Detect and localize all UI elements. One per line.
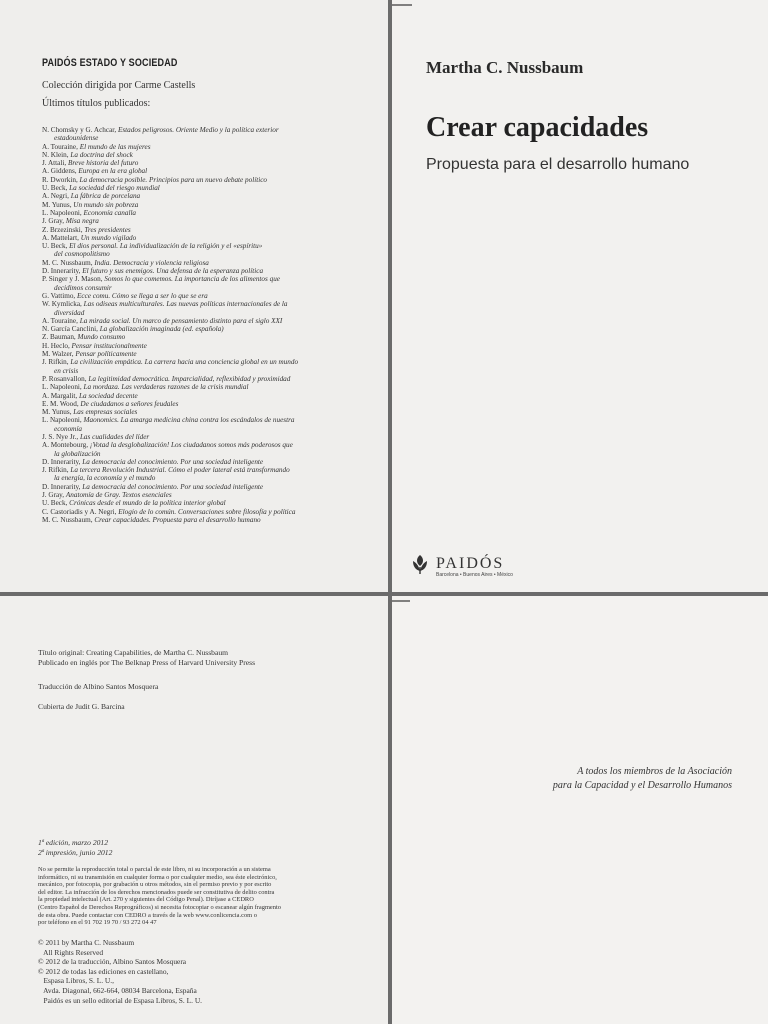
title-name: Anatomía de Gray. Textos esenciales: [65, 491, 172, 500]
title-name: La doctrina del shock: [70, 150, 133, 159]
title-name: Somos lo que comemos. La importancia de los alimentos que: [104, 275, 280, 284]
title-entry: [42, 226, 372, 234]
dedication: [402, 765, 732, 793]
title-entry: [42, 441, 372, 449]
title-name: Tres presidentes: [84, 225, 131, 234]
title-author: R. Dworkin,: [42, 175, 80, 184]
book-subtitle: Propuesta para el desarrollo humano: [426, 156, 690, 173]
title-name: Economía canalla: [83, 208, 137, 217]
title-author: M. Yunus,: [42, 200, 74, 209]
title-name: El dios personal. La individualización de la religión y el «espíritu»: [69, 242, 263, 251]
title-entry: [42, 217, 372, 225]
book-title: Crear capacidades: [426, 112, 649, 143]
title-author: E. M. Wood,: [42, 399, 81, 408]
title-entry: [42, 126, 372, 134]
title-name: Las empresas sociales: [73, 408, 138, 417]
title-name: Crónicas desde el mundo de la política interior global: [69, 499, 226, 508]
title-author: U. Beck,: [42, 242, 70, 251]
cover-credit: Cubierta de Judit G. Barcina: [38, 702, 125, 711]
title-entry: [42, 300, 372, 308]
title-entry: [42, 275, 372, 283]
original-title: Título original: Creating Capabilities, de Martha C. Nussbaum: [38, 648, 229, 657]
title-entry: [42, 383, 372, 391]
title-name: Maonomics. La amarga medicina china contra los escándalos de nuestra: [83, 416, 295, 425]
title-name: India. Democracia y violencia religiosa: [94, 258, 209, 267]
title-entry: [42, 176, 372, 184]
title-name: La democracia del conocimiento. Por una sociedad inteligente: [82, 457, 264, 466]
series-name: PAIDÓS ESTADO Y SOCIEDAD: [42, 57, 178, 69]
title-name: ¡Votad la desglobalización! Los ciudadanos somos más poderosos que: [89, 441, 293, 450]
title-author: M. C. Nussbaum,: [42, 515, 95, 524]
dedication-line-1: A todos los miembros de la Asociación: [577, 766, 732, 777]
title-entry: [42, 416, 372, 424]
title-name: La democracia posible. Principios para un nuevo debate político: [79, 175, 267, 184]
title-entry: [42, 433, 372, 441]
title-name: Crear capacidades. Propuesta para el desarrollo humano: [94, 515, 261, 524]
copyright-line: © 2012 de la traducción, Albino Santos Mosquera: [38, 957, 187, 967]
scan-mark: [392, 4, 412, 6]
title-entry: [42, 143, 372, 151]
legal-line: informático, ni su transmisión en cualquier forma o por cualquier medio, sea éste electrónico,: [38, 873, 277, 881]
title-author: Z. Bauman,: [42, 333, 78, 342]
copyright-line: All Rights Reserved: [38, 947, 104, 957]
title-entry: [42, 400, 372, 408]
title-author: A. Touraine,: [42, 316, 80, 325]
legal-line: por teléfono en el 91 702 19 70 / 93 272 04 47: [38, 919, 157, 927]
title-name: La mordaza. Las verdaderas razones de la crisis mundial: [83, 383, 249, 392]
title-author: N. Chomsky y G. Achcar,: [42, 126, 118, 134]
title-entry: [42, 242, 372, 250]
title-author: M. Yunus,: [42, 408, 74, 417]
title-name: Las cualidades del líder: [79, 432, 150, 441]
title-continuation: diversidad: [54, 308, 85, 317]
dedication-page: [392, 596, 768, 1024]
title-continuation: economía: [54, 424, 82, 433]
title-entry: [42, 466, 372, 474]
title-name: Las odiseas multiculturales. Las nuevas políticas internacionales de la: [83, 300, 288, 309]
title-entry: [42, 408, 372, 416]
title-author: A. Negri,: [42, 192, 71, 201]
title-author: L. Napoleoni,: [42, 416, 84, 425]
title-entry: [42, 317, 372, 325]
title-author: J. Rifkin,: [42, 466, 71, 475]
title-entry: [42, 167, 372, 175]
title-name: El futuro y sus enemigos. Una defensa de la esperanza política: [82, 267, 264, 276]
title-name: Mundo consumo: [77, 333, 126, 342]
title-author: W. Kymlicka,: [42, 300, 84, 309]
title-continuation: la globalización: [54, 449, 101, 458]
title-author: D. Innerarity,: [42, 482, 83, 491]
title-author: C. Castoriadis y A. Negri,: [42, 507, 119, 516]
title-entry: [42, 516, 372, 524]
title-name: La sociedad decente: [79, 391, 138, 400]
title-entry: [42, 375, 372, 383]
title-author: N. Klein,: [42, 150, 71, 159]
title-name: La tercera Revolución Industrial. Cómo el poder lateral está transformando: [70, 466, 290, 475]
title-name: La civilización empática. La carrera hacia una conciencia global en un mundo: [70, 358, 299, 367]
series-director: Colección dirigida por Carme Castells: [42, 80, 196, 91]
title-entry: [42, 342, 372, 350]
title-name: Pensar políticamente: [75, 350, 137, 359]
title-entry: [42, 209, 372, 217]
title-continuation: en crisis: [54, 366, 79, 375]
book-author: Martha C. Nussbaum: [426, 58, 584, 77]
title-name: La legitimidad democrática. Imparcialidad, reflexibidad y proximidad: [88, 374, 291, 383]
title-entry: [42, 259, 372, 267]
legal-line: No se permite la reproducción total o parcial de este libro, ni su incorporación a un sistema: [38, 866, 271, 873]
title-continuation: estadounidense: [54, 134, 99, 143]
title-page: [392, 0, 768, 592]
title-entry: [42, 508, 372, 516]
publisher-cities: Barcelona • Buenos Aires • México: [436, 572, 513, 578]
series-page: [0, 0, 388, 592]
title-author: L. Napoleoni,: [42, 383, 84, 392]
title-author: U. Beck,: [42, 184, 70, 193]
title-author: J. S. Nye Jr.,: [42, 432, 80, 441]
title-name: Pensar institucionalmente: [71, 341, 147, 350]
title-name: La mirada social. Un marco de pensamiento distinto para el siglo XXI: [79, 316, 283, 325]
title-author: M. C. Nussbaum,: [42, 258, 95, 267]
title-author: U. Beck,: [42, 499, 70, 508]
title-author: P. Singer y J. Mason,: [42, 275, 105, 284]
legal-line: de esta obra. Puede contactar con CEDRO a través de la web www.conlicencia.com o: [38, 911, 257, 919]
title-name: Estados peligrosos. Oriente Medio y la política exterior: [117, 126, 279, 134]
title-entry: [42, 491, 372, 499]
title-name: De ciudadanos a señores feudales: [80, 399, 179, 408]
legal-line: (Centro Español de Derechos Reprográficos) si necesita fotocopiar o escanear algún fragmento: [38, 903, 281, 911]
copyright-block: [38, 938, 368, 1005]
title-author: A. Touraine,: [42, 142, 80, 151]
legal-line: la propiedad intelectual (Art. 270 y siguientes del Código Penal). Diríjase a CEDRO: [38, 896, 254, 904]
title-name: La democracia del conocimiento. Por una sociedad inteligente: [82, 482, 264, 491]
title-author: A. Giddens,: [42, 167, 79, 176]
title-entry: [42, 358, 372, 366]
title-author: A. Mattelart,: [42, 233, 81, 242]
title-name: Un mundo sin pobreza: [73, 200, 139, 209]
title-name: Un mundo vigilado: [80, 233, 137, 242]
title-entry: [42, 350, 372, 358]
title-name: Ecce comu. Cómo se llega a ser lo que se era: [77, 291, 208, 300]
title-entry: [42, 333, 372, 341]
published-by: Publicado en inglés por The Belknap Press of Harvard University Press: [38, 658, 256, 667]
edition-first: 1ª edición, marzo 2012: [38, 838, 109, 847]
title-author: J. Attali,: [42, 159, 68, 168]
title-entry: [42, 184, 372, 192]
credits-page: [0, 596, 388, 1024]
title-name: El mundo de las mujeres: [79, 142, 151, 151]
title-entry: [42, 483, 372, 491]
edition-second: 2ª impresión, junio 2012: [38, 848, 113, 857]
title-author: J. Rifkin,: [42, 358, 71, 367]
title-continuation: la energía, la economía y el mundo: [54, 474, 156, 483]
copyright-line: © 2012 de todas las ediciones en castellano,: [38, 966, 169, 976]
title-name: Misa negra: [65, 217, 99, 226]
publisher-name: PAIDÓS: [436, 555, 505, 572]
copyright-line: © 2011 by Martha C. Nussbaum: [38, 938, 135, 947]
title-author: D. Innerarity,: [42, 457, 83, 466]
legal-line: del editor. La infracción de los derechos mencionados puede ser constitutiva de delito contra: [38, 888, 275, 896]
title-author: P. Rosanvallon,: [42, 374, 89, 383]
title-name: Breve historia del futuro: [67, 159, 139, 168]
title-continuation: del cosmopolitismo: [54, 250, 110, 259]
title-entry: [42, 159, 372, 167]
copyright-line: Paidós es un sello editorial de Espasa Libros, S. L. U.: [38, 995, 203, 1005]
title-author: H. Heclo,: [42, 341, 72, 350]
title-entry: [42, 201, 372, 209]
dedication-line-2: para la Capacidad y el Desarrollo Humanos: [552, 780, 732, 791]
title-author: J. Gray,: [42, 491, 66, 500]
title-entry: [42, 392, 372, 400]
paidos-mark-icon: [410, 553, 430, 575]
title-author: Z. Brzezinski,: [42, 225, 85, 234]
title-author: G. Vattimo,: [42, 291, 78, 300]
title-entry: [42, 234, 372, 242]
title-author: J. Gray,: [42, 217, 66, 226]
title-name: La fábrica de porcelana: [70, 192, 141, 201]
title-entry: [42, 192, 372, 200]
title-entry: [42, 499, 372, 507]
legal-line: mecánico, por fotocopia, por grabación u otros métodos, sin el permiso previo y por escrito: [38, 881, 272, 889]
title-entry: [42, 458, 372, 466]
legal-notice: [38, 866, 368, 927]
title-entry: [42, 267, 372, 275]
title-author: M. Walzer,: [42, 350, 76, 359]
title-author: A. Montebourg,: [42, 441, 90, 450]
title-author: D. Innerarity,: [42, 267, 83, 276]
copyright-line: Espasa Libros, S. L. U.,: [38, 976, 114, 986]
title-author: L. Napoleoni,: [42, 208, 84, 217]
title-continuation: decidimos consumir: [54, 283, 112, 292]
title-author: N. García Canclini,: [42, 325, 100, 334]
title-name: La globalización imaginada (ed. española): [99, 325, 224, 334]
title-name: Elogio de lo común. Conversaciones sobre filosofía y política: [118, 507, 296, 516]
title-author: A. Margalit,: [42, 391, 79, 400]
title-name: Europa en la era global: [78, 167, 148, 176]
title-name: La sociedad del riesgo mundial: [69, 184, 160, 193]
copyright-line: Avda. Diagonal, 662-664, 08034 Barcelona, España: [38, 985, 197, 995]
latest-titles-label: Últimos títulos publicados:: [42, 98, 151, 109]
title-entry: [42, 151, 372, 159]
title-entry: [42, 292, 372, 300]
translation-credit: Traducción de Albino Santos Mosquera: [38, 682, 159, 691]
scan-mark: [392, 600, 410, 602]
title-entry: [42, 325, 372, 333]
titles-list: [42, 126, 372, 524]
